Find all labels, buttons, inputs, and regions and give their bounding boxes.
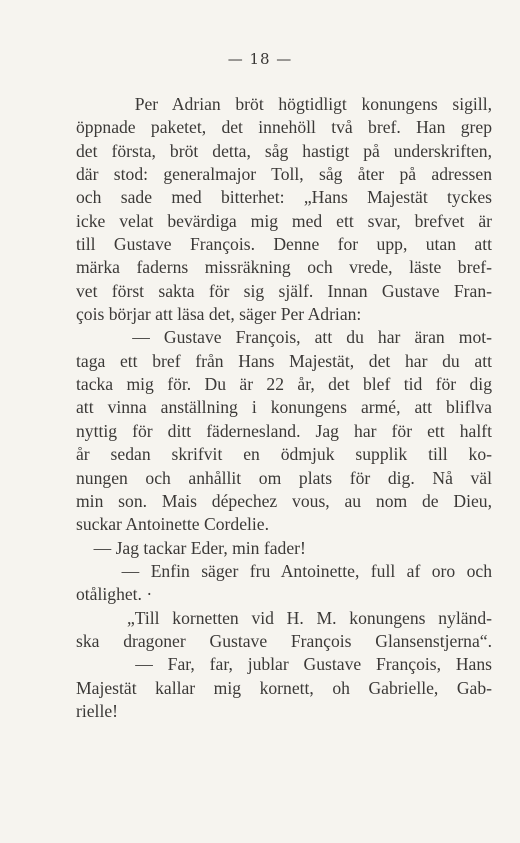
text-line: icke velat bevärdiga mig med ett svar, brefvet är	[76, 210, 492, 231]
text-line: nyttig för ditt fädernesland. Jag har för ett halft	[76, 420, 492, 441]
text-line: tacka mig för. Du är 22 år, det blef tid för dig	[76, 374, 492, 395]
text-line: „Till kornetten vid H. M. konungens nyländ-	[76, 607, 492, 628]
text-line: Per Adrian bröt högtidligt konungens sigill,	[76, 94, 492, 114]
text-line: det första, bröt detta, såg hastigt på underskriften,	[76, 140, 492, 161]
text-line: otålighet. ·	[76, 584, 153, 605]
text-line: — Gustave François, att du har äran mot-	[76, 327, 492, 348]
text-line: — Far, far, jublar Gustave François, Hans	[76, 654, 492, 675]
text-line: år sedan skrifvit en ödmjuk supplik till ko-	[76, 444, 492, 465]
body-text	[76, 93, 492, 723]
page-number: — 18 —	[227, 50, 293, 68]
text-line: taga ett bref från Hans Majestät, det har du att	[76, 350, 492, 371]
text-line: nungen och anhållit om plats för dig. Nå väl	[76, 467, 492, 488]
text-line: och sade med bitterhet: „Hans Majestät tyckes	[76, 187, 492, 208]
text-line: till Gustave François. Denne for upp, utan att	[76, 234, 492, 255]
text-line: där stod: generalmajor Toll, såg åter på adressen	[76, 164, 492, 185]
text-line: — Jag tackar Eder, min fader!	[76, 537, 306, 558]
text-line: att vinna anställning i konungens armé, att bliflva	[76, 397, 492, 418]
text-line: çois börjar att läsa det, säger Per Adrian:	[76, 304, 362, 325]
text-line: suckar Antoinette Cordelie.	[76, 514, 269, 535]
text-line: min son. Mais dépechez vous, au nom de Dieu,	[76, 490, 492, 511]
text-line: märka faderns missräkning och vrede, läste bref-	[76, 257, 492, 278]
text-line: öppnade paketet, det innehöll två bref. Han grep	[76, 117, 492, 138]
text-line: ska dragoner Gustave François Glansenstjerna“.	[76, 630, 492, 651]
text-line: Majestät kallar mig kornett, oh Gabrielle, Gab-	[76, 677, 492, 698]
text-line: — Enfin säger fru Antoinette, full af oro och	[76, 560, 492, 581]
text-line: vet först sakta för sig själf. Innan Gustave Fran-	[76, 280, 492, 301]
text-line: rielle!	[76, 700, 118, 721]
